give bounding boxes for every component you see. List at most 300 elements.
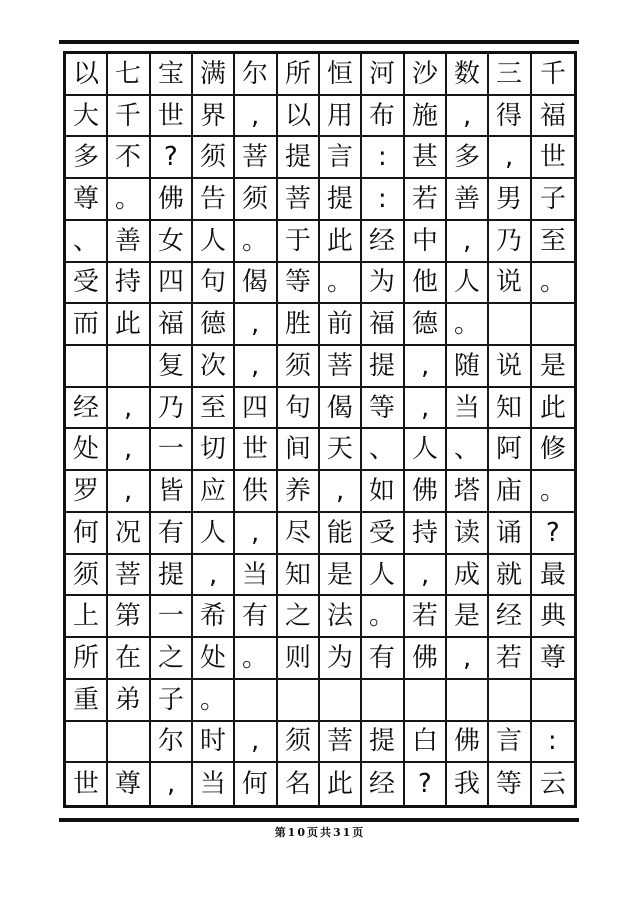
grid-cell <box>405 596 447 638</box>
handwritten-character: 皆 <box>157 476 184 507</box>
grid-cell <box>193 596 235 638</box>
handwritten-character: , <box>462 225 472 256</box>
handwritten-character: 于 <box>284 225 311 256</box>
grid-cell <box>193 96 235 138</box>
grid-cell <box>405 221 447 263</box>
grid-cell <box>489 96 531 138</box>
handwritten-character: 持 <box>115 267 142 298</box>
grid-cell <box>278 596 320 638</box>
handwritten-character: 前 <box>327 309 354 340</box>
grid-cell <box>235 555 277 597</box>
handwritten-character: 福 <box>157 309 184 340</box>
grid-cell <box>151 221 193 263</box>
grid-cell <box>362 638 404 680</box>
grid-cell <box>108 596 150 638</box>
handwritten-character: 偈 <box>242 267 269 298</box>
handwritten-character: 满 <box>200 58 227 89</box>
grid-cell <box>235 513 277 555</box>
handwritten-character: 白 <box>411 726 438 757</box>
handwritten-character: 一 <box>157 434 184 465</box>
handwritten-character: 人 <box>454 267 481 298</box>
grid-cell <box>405 471 447 513</box>
grid-cell <box>362 179 404 221</box>
handwritten-character: , <box>208 559 218 590</box>
grid-cell <box>362 137 404 179</box>
handwritten-character: 则 <box>284 642 311 674</box>
handwritten-character: 成 <box>454 559 481 590</box>
grid-cell <box>320 722 362 764</box>
grid-cell <box>235 221 277 263</box>
grid-cell <box>151 137 193 179</box>
grid-cell <box>320 221 362 263</box>
grid-cell <box>235 179 277 221</box>
handwritten-character: 云 <box>539 769 566 800</box>
page-number-footer: 第10页共31页 <box>274 826 366 839</box>
grid-cell <box>66 54 108 96</box>
grid-cell <box>151 555 193 597</box>
grid-cell <box>235 596 277 638</box>
grid-cell <box>278 513 320 555</box>
grid-cell <box>447 388 489 430</box>
handwritten-character: 复 <box>157 350 184 381</box>
handwritten-character: , <box>251 726 260 757</box>
grid-cell <box>235 763 277 805</box>
handwritten-character: 三 <box>496 58 523 89</box>
handwritten-character: 应 <box>200 476 227 507</box>
handwritten-character: , <box>335 476 345 507</box>
grid-cell <box>66 263 108 305</box>
handwritten-character: 四 <box>242 392 269 423</box>
handwritten-character: 当 <box>200 769 227 800</box>
grid-cell <box>66 555 108 597</box>
grid-cell <box>532 346 574 388</box>
handwritten-character: 说 <box>496 267 523 298</box>
handwritten-character: 乃 <box>496 225 523 256</box>
grid-cell <box>405 680 447 722</box>
grid-cell <box>405 555 447 597</box>
handwritten-character: 而 <box>73 309 100 340</box>
handwritten-character: 福 <box>369 309 396 340</box>
handwritten-character: 一 <box>157 601 184 632</box>
grid-cell <box>66 179 108 221</box>
grid-cell <box>489 596 531 638</box>
handwritten-character: 是 <box>327 559 354 590</box>
handwritten-character: 能 <box>327 517 354 548</box>
grid-cell <box>362 54 404 96</box>
grid-cell <box>193 555 235 597</box>
handwritten-character: 之 <box>157 642 184 674</box>
grid-cell <box>151 722 193 764</box>
grid-cell <box>235 96 277 138</box>
grid-cell <box>447 429 489 471</box>
grid-cell <box>489 263 531 305</box>
handwritten-character: 。 <box>242 642 269 674</box>
grid-cell <box>447 555 489 597</box>
grid-cell <box>362 596 404 638</box>
handwritten-character: 。 <box>115 183 142 215</box>
grid-cell <box>278 555 320 597</box>
grid-cell <box>235 346 277 388</box>
handwritten-character: 持 <box>411 517 438 548</box>
grid-cell <box>278 179 320 221</box>
handwritten-character: 知 <box>496 392 523 423</box>
grid-cell <box>405 429 447 471</box>
grid-cell <box>405 346 447 388</box>
grid-cell <box>362 221 404 263</box>
handwritten-character: 修 <box>539 434 566 465</box>
handwritten-character: 须 <box>284 726 311 757</box>
grid-cell <box>362 96 404 138</box>
handwritten-character: , <box>251 517 260 548</box>
grid-cell <box>532 54 574 96</box>
grid-cell <box>108 680 150 722</box>
grid-cell <box>447 263 489 305</box>
handwritten-character: , <box>420 559 430 590</box>
handwritten-character: 所 <box>284 58 311 89</box>
handwritten-character: 男 <box>496 183 523 215</box>
grid-cell <box>66 471 108 513</box>
handwritten-character: 塔 <box>454 476 481 507</box>
grid-cell <box>193 513 235 555</box>
handwritten-character: 布 <box>369 100 396 131</box>
grid-cell <box>108 429 150 471</box>
handwritten-character: 多 <box>454 142 481 173</box>
handwritten-character: 庙 <box>496 476 523 507</box>
grid-cell <box>447 304 489 346</box>
handwritten-character: 至 <box>539 225 566 256</box>
grid-cell <box>108 54 150 96</box>
handwritten-character: 提 <box>327 183 354 215</box>
handwritten-character: , <box>251 350 260 381</box>
handwritten-character: 沙 <box>411 58 438 89</box>
grid-cell <box>66 680 108 722</box>
grid-cell <box>151 471 193 513</box>
handwritten-character: 提 <box>369 726 396 757</box>
handwritten-character: 以 <box>73 58 100 89</box>
grid-cell <box>320 137 362 179</box>
grid-cell <box>405 263 447 305</box>
grid-cell <box>532 221 574 263</box>
handwritten-character: 受 <box>73 267 100 298</box>
grid-cell <box>151 513 193 555</box>
grid-cell <box>362 513 404 555</box>
grid-cell <box>66 722 108 764</box>
grid-cell <box>489 388 531 430</box>
handwritten-character: 善 <box>115 225 142 256</box>
handwritten-character: 德 <box>411 309 438 340</box>
grid-cell <box>66 221 108 263</box>
handwritten-character: 胜 <box>284 309 311 340</box>
handwritten-character: 次 <box>200 350 227 381</box>
grid-cell <box>193 54 235 96</box>
handwritten-character: 我 <box>454 769 481 800</box>
grid-cell <box>532 722 574 764</box>
grid-cell <box>532 179 574 221</box>
grid-cell <box>320 388 362 430</box>
grid-cell <box>362 555 404 597</box>
grid-cell <box>489 429 531 471</box>
grid-cell <box>278 388 320 430</box>
grid-cell <box>108 388 150 430</box>
grid-cell <box>447 54 489 96</box>
handwritten-character: 养 <box>284 476 311 507</box>
grid-cell <box>193 263 235 305</box>
grid-cell <box>151 96 193 138</box>
grid-cell <box>320 555 362 597</box>
handwritten-character: 名 <box>284 769 311 800</box>
handwritten-character: , <box>462 642 472 673</box>
grid-cell <box>532 304 574 346</box>
grid-cell <box>447 513 489 555</box>
handwritten-character: 德 <box>200 309 227 340</box>
grid-cell <box>193 304 235 346</box>
grid-cell <box>151 263 193 305</box>
handwritten-character: 恒 <box>327 58 354 89</box>
grid-cell <box>405 638 447 680</box>
handwritten-character: 就 <box>496 559 523 590</box>
bottom-border-rule <box>59 818 579 822</box>
grid-cell <box>447 179 489 221</box>
handwritten-character: 为 <box>327 642 354 674</box>
handwritten-character: 宝 <box>157 58 184 89</box>
grid-cell <box>320 96 362 138</box>
grid-cell <box>108 304 150 346</box>
handwritten-character: 佛 <box>157 183 184 215</box>
handwritten-character: 阿 <box>496 434 523 465</box>
grid-cell <box>235 471 277 513</box>
grid-cell <box>362 429 404 471</box>
handwritten-character: 经 <box>369 769 396 800</box>
grid-cell <box>362 680 404 722</box>
grid-cell <box>66 763 108 805</box>
handwritten-character: , <box>420 392 430 423</box>
grid-cell <box>320 680 362 722</box>
grid-cell <box>278 638 320 680</box>
grid-cell <box>193 763 235 805</box>
handwritten-character: 用 <box>327 100 354 131</box>
grid-cell <box>278 346 320 388</box>
handwritten-character: 女 <box>157 225 184 256</box>
grid-cell <box>278 263 320 305</box>
handwritten-character: 等 <box>284 267 311 298</box>
grid-cell <box>108 555 150 597</box>
handwritten-character: 尊 <box>73 183 100 215</box>
handwritten-character: 若 <box>411 183 438 215</box>
handwritten-character: 有 <box>369 642 396 674</box>
grid-cell <box>447 680 489 722</box>
handwritten-character: 不 <box>115 142 142 173</box>
grid-cell <box>532 680 574 722</box>
handwritten-character: 如 <box>369 476 396 507</box>
grid-cell <box>320 596 362 638</box>
grid-cell <box>362 304 404 346</box>
handwritten-character: 。 <box>454 309 481 340</box>
handwritten-character: 佛 <box>411 642 438 674</box>
handwritten-character: 处 <box>73 434 100 465</box>
handwritten-character: 、 <box>73 225 100 256</box>
grid-cell <box>278 54 320 96</box>
grid-cell <box>405 763 447 805</box>
grid-cell <box>151 179 193 221</box>
grid-cell <box>278 471 320 513</box>
handwritten-character: 在 <box>115 642 142 674</box>
handwritten-character: 尔 <box>242 58 269 89</box>
handwritten-character: 尽 <box>284 517 311 548</box>
handwritten-character: 多 <box>73 142 100 173</box>
handwritten-character: 有 <box>157 517 184 548</box>
grid-cell <box>320 346 362 388</box>
handwritten-character: 况 <box>115 517 142 548</box>
grid-cell <box>193 221 235 263</box>
grid-cell <box>320 471 362 513</box>
handwritten-character: 千 <box>539 58 566 89</box>
grid-cell <box>151 388 193 430</box>
grid-cell <box>320 429 362 471</box>
handwritten-character: 何 <box>73 517 100 548</box>
top-border-rule <box>59 40 579 44</box>
handwritten-character: 此 <box>115 309 142 340</box>
handwritten-character: 善 <box>454 183 481 215</box>
handwritten-character: 经 <box>369 225 396 256</box>
handwritten-character: 。 <box>539 267 566 298</box>
grid-cell <box>405 388 447 430</box>
grid-cell <box>108 179 150 221</box>
handwritten-character: 菩 <box>284 183 311 215</box>
handwritten-character: 重 <box>73 684 100 715</box>
grid-cell <box>235 304 277 346</box>
handwritten-character: 四 <box>157 267 184 298</box>
handwritten-character: 界 <box>200 100 227 131</box>
handwritten-character: 供 <box>242 476 269 507</box>
handwritten-character: 第 <box>115 601 142 632</box>
handwritten-character: , <box>420 350 430 381</box>
grid-cell <box>193 722 235 764</box>
handwritten-character: 须 <box>284 350 311 381</box>
grid-cell <box>447 346 489 388</box>
handwritten-character: : <box>548 726 558 757</box>
handwritten-character: 须 <box>242 183 269 215</box>
handwritten-character: 尊 <box>115 769 142 800</box>
handwritten-character: 读 <box>454 517 481 548</box>
grid-cell <box>193 137 235 179</box>
handwritten-character: 经 <box>496 601 523 632</box>
handwritten-character: 河 <box>369 58 396 89</box>
grid-cell <box>362 471 404 513</box>
grid-cell <box>447 596 489 638</box>
grid-cell <box>108 513 150 555</box>
grid-cell <box>447 96 489 138</box>
handwritten-character: , <box>124 392 133 423</box>
grid-cell <box>151 596 193 638</box>
handwritten-character: 世 <box>73 769 100 800</box>
grid-cell <box>320 304 362 346</box>
grid-cell <box>489 638 531 680</box>
grid-cell <box>108 221 150 263</box>
handwritten-character: 尊 <box>539 642 566 674</box>
grid-cell <box>235 388 277 430</box>
handwritten-character: 等 <box>496 769 523 800</box>
grid-cell <box>278 96 320 138</box>
grid-cell <box>362 722 404 764</box>
grid-cell <box>278 304 320 346</box>
handwritten-character: 子 <box>539 183 566 215</box>
handwritten-character: 世 <box>157 100 184 131</box>
handwritten-character: , <box>124 476 133 507</box>
handwritten-character: 乃 <box>157 392 184 423</box>
handwritten-character: 言 <box>327 142 354 173</box>
handwritten-character: 此 <box>327 769 354 800</box>
handwritten-character: 随 <box>454 350 481 381</box>
grid-cell <box>362 346 404 388</box>
grid-cell <box>405 54 447 96</box>
grid-cell <box>193 388 235 430</box>
grid-cell <box>235 722 277 764</box>
handwritten-character: ? <box>417 769 432 800</box>
handwritten-character: 。 <box>242 225 269 256</box>
grid-cell <box>320 513 362 555</box>
grid-cell <box>66 638 108 680</box>
grid-cell <box>532 429 574 471</box>
grid-cell <box>489 513 531 555</box>
grid-cell <box>532 513 574 555</box>
grid-cell <box>278 221 320 263</box>
grid-cell <box>108 638 150 680</box>
grid-cell <box>405 96 447 138</box>
handwritten-character: 人 <box>200 517 227 548</box>
handwritten-character: 有 <box>242 601 269 632</box>
grid-cell <box>489 722 531 764</box>
handwritten-character: 菩 <box>327 726 354 757</box>
handwritten-character: 菩 <box>242 142 269 173</box>
handwritten-character: 告 <box>200 183 227 215</box>
handwritten-character: 时 <box>200 726 227 757</box>
handwritten-character: 子 <box>157 684 184 715</box>
grid-cell <box>362 263 404 305</box>
handwritten-character: 至 <box>200 392 227 423</box>
handwritten-character: 当 <box>242 559 269 590</box>
handwritten-character: 世 <box>242 434 269 465</box>
handwritten-character: 罗 <box>73 476 100 507</box>
grid-cell <box>235 429 277 471</box>
grid-cell <box>489 471 531 513</box>
handwritten-character: 他 <box>411 267 438 298</box>
grid-cell <box>66 429 108 471</box>
grid-cell <box>66 388 108 430</box>
handwritten-character: 上 <box>73 601 100 632</box>
handwritten-character: 以 <box>284 100 311 131</box>
handwritten-character: 菩 <box>327 350 354 381</box>
grid-cell <box>532 763 574 805</box>
grid-cell <box>489 555 531 597</box>
grid-cell <box>108 263 150 305</box>
grid-cell <box>278 763 320 805</box>
handwritten-character: 数 <box>454 58 481 89</box>
handwritten-character: 偈 <box>327 392 354 423</box>
grid-cell <box>151 638 193 680</box>
grid-cell <box>66 137 108 179</box>
handwritten-character: 经 <box>73 392 100 423</box>
handwritten-character: 若 <box>411 601 438 632</box>
grid-cell <box>278 137 320 179</box>
handwritten-character: 句 <box>284 392 311 423</box>
grid-cell <box>532 388 574 430</box>
handwritten-character: 所 <box>73 642 100 674</box>
handwritten-character: 七 <box>115 58 142 89</box>
handwritten-character: 受 <box>369 517 396 548</box>
handwritten-character: 得 <box>496 100 523 131</box>
grid-cell <box>362 763 404 805</box>
grid-cell <box>66 596 108 638</box>
